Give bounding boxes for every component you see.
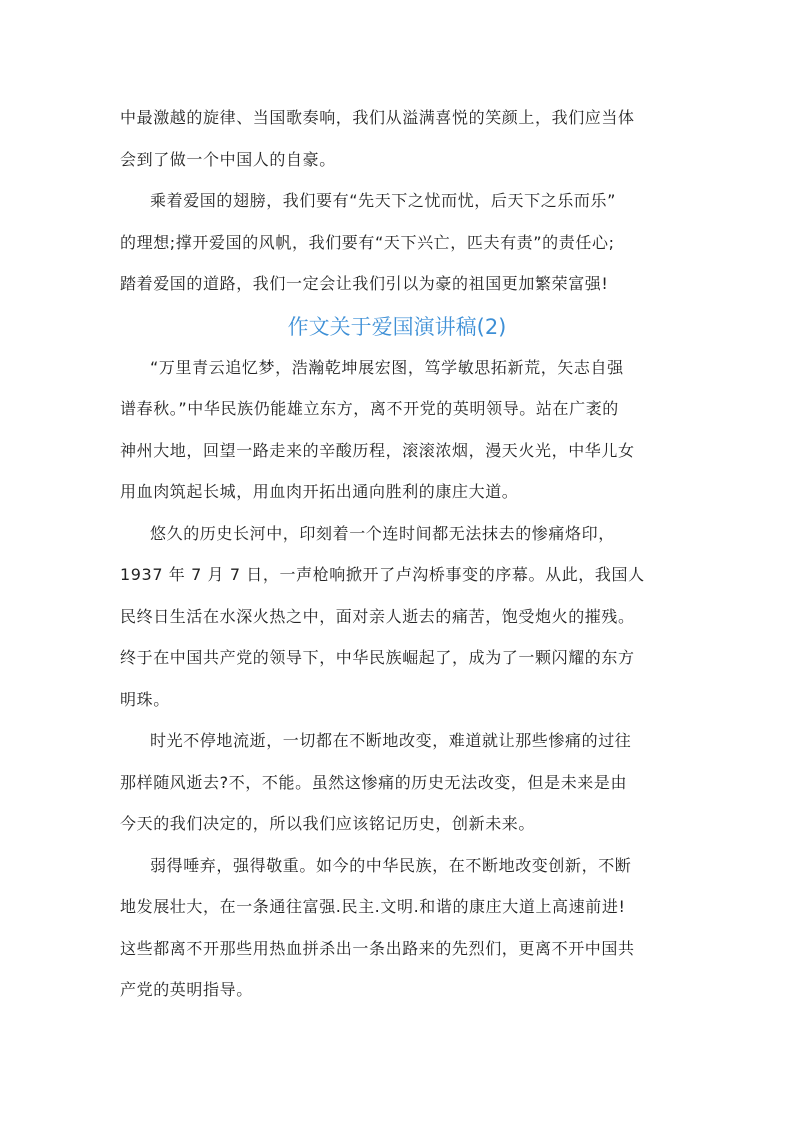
paragraph-line: 地发展壮大，在一条通往富强.民主.文明.和谐的康庄大道上高速前进! — [120, 897, 626, 916]
paragraph-line: 踏着爱国的道路，我们一定会让我们引以为豪的祖国更加繁荣富强! — [120, 274, 609, 293]
paragraph-line: 弱得唾弃，强得敬重。如今的中华民族，在不断地改变创新，不断 — [150, 856, 632, 875]
paragraph-line: 终于在中国共产党的领导下，中华民族崛起了，成为了一颗闪耀的东方 — [120, 648, 635, 667]
paragraph-line: 悠久的历史长河中，印刻着一个连时间都无法抹去的惨痛烙印， — [150, 524, 615, 543]
section-heading: 作文关于爱国演讲稿(2) — [287, 315, 507, 339]
paragraph-line: “万里青云追忆梦，浩瀚乾坤展宏图，笃学敏思拓新荒，矢志自强 — [150, 358, 624, 377]
paragraph-line: 谱春秋。”中华民族仍能雄立东方，离不开党的英明领导。站在广袤的 — [120, 399, 619, 418]
paragraph-line: 神州大地，回望一路走来的辛酸历程，滚滚浓烟，漫天火光，中华儿女 — [120, 441, 635, 460]
paragraph-line: 会到了做一个中国人的自豪。 — [120, 150, 336, 169]
paragraph-line: 的理想;撑开爱国的风帆，我们要有“天下兴亡，匹夫有责”的责任心; — [120, 233, 615, 252]
paragraph-line: 民终日生活在水深火热之中，面对亲人逝去的痛苦，饱受炮火的摧残。 — [120, 607, 635, 626]
paragraph-line: 这些都离不开那些用热血拼杀出一条出路来的先烈们，更离不开中国共 — [120, 939, 635, 958]
paragraph-line: 用血肉筑起长城，用血肉开拓出通向胜利的康庄大道。 — [120, 482, 519, 501]
paragraph-line: 中最激越的旋律、当国歌奏响，我们从溢满喜悦的笑颜上，我们应当体 — [120, 108, 635, 127]
paragraph-line: 那样随风逝去?不，不能。虽然这惨痛的历史无法改变，但是未来是由 — [120, 773, 628, 792]
paragraph-line: 1937 年 7 月 7 日，一声枪响掀开了卢沟桥事变的序幕。从此，我国人 — [120, 565, 645, 584]
paragraph-line: 今天的我们决定的，所以我们应该铭记历史，创新未来。 — [120, 814, 536, 833]
paragraph-line: 产党的英明指导。 — [120, 980, 253, 999]
paragraph-line: 明珠。 — [120, 690, 170, 709]
paragraph-line: 时光不停地流逝，一切都在不断地改变，难道就让那些惨痛的过往 — [150, 731, 632, 750]
paragraph-line: 乘着爱国的翅膀，我们要有“先天下之忧而忧，后天下之乐而乐” — [150, 191, 616, 210]
